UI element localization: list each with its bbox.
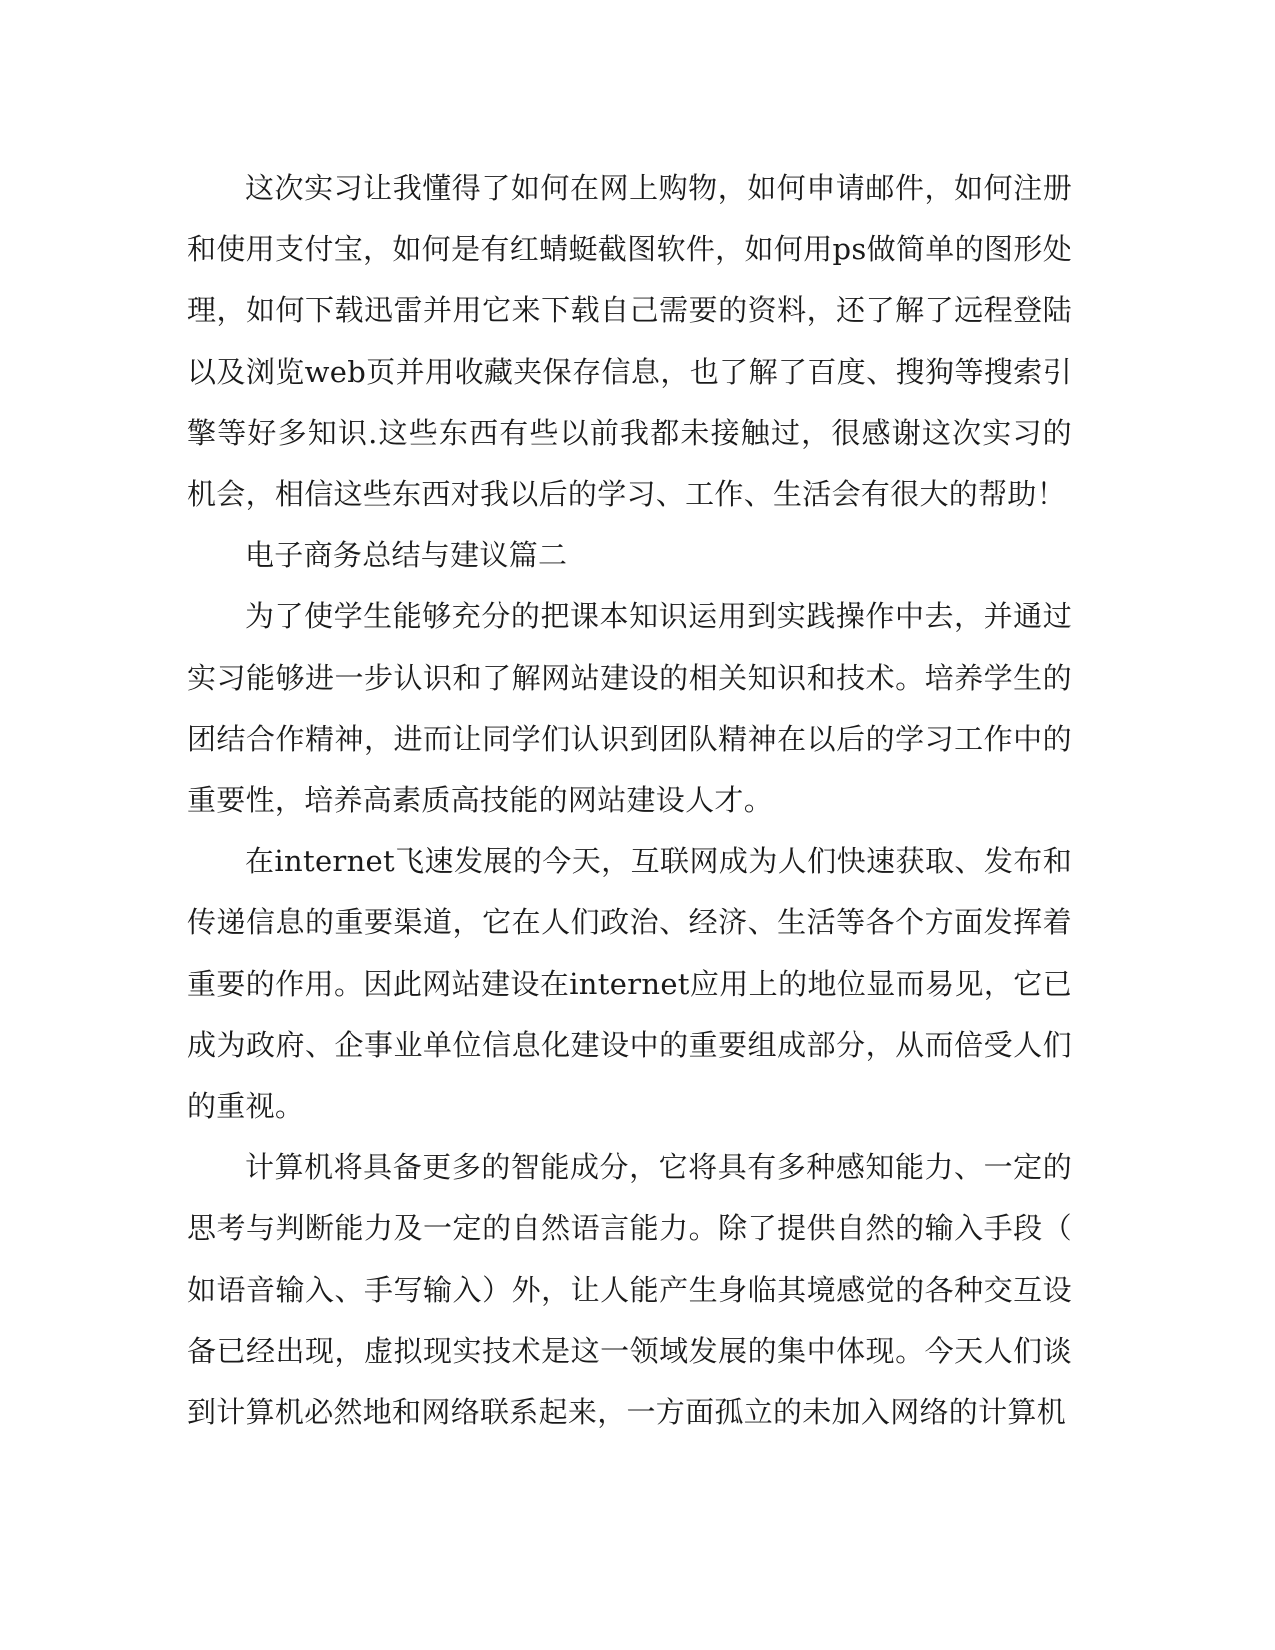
section-heading: 电子商务总结与建议篇二 <box>245 538 568 573</box>
document-body <box>187 158 1072 1443</box>
paragraph-computer: 计算机将具备更多的智能成分，它将具有多种感知能力、一定的思考与判断能力及一定的自然语言能力。除了提供自然的输入手段（如语音输入、手写输入）外，让人能产生身临其境感觉的各种交互设备已经出现，虚拟现实技术是这一领域发展的集中体现。今天人们谈到计算机必然地和网络联系起来，一方面孤立的未加入网络的计算机 <box>187 1150 1072 1430</box>
paragraph-internet: 在internet飞速发展的今天，互联网成为人们快速获取、发布和传递信息的重要渠道，它在人们政治、经济、生活等各个方面发挥着重要的作用。因此网站建设在internet应用上的地位显而易见，它已成为政府、企事业单位信息化建设中的重要组成部分，从而倍受人们的重视。 <box>187 844 1072 1124</box>
paragraph-purpose: 为了使学生能够充分的把课本知识运用到实践操作中去，并通过实习能够进一步认识和了解网站建设的相关知识和技术。培养学生的团结合作精神，进而让同学们认识到团队精神在以后的学习工作中的重要性，培养高素质高技能的网站建设人才。 <box>187 599 1072 818</box>
paragraph-internship-summary: 这次实习让我懂得了如何在网上购物，如何申请邮件，如何注册和使用支付宝，如何是有红蜻蜓截图软件，如何用ps做简单的图形处理，如何下载迅雷并用它来下载自己需要的资料，还了解了远程登陆以及浏览web页并用收藏夹保存信息，也了解了百度、搜狗等搜索引擎等好多知识.这些东西有些以前我都未接触过，很感谢这次实习的机会，相信这些东西对我以后的学习、工作、生活会有很大的帮助！ <box>187 171 1072 512</box>
